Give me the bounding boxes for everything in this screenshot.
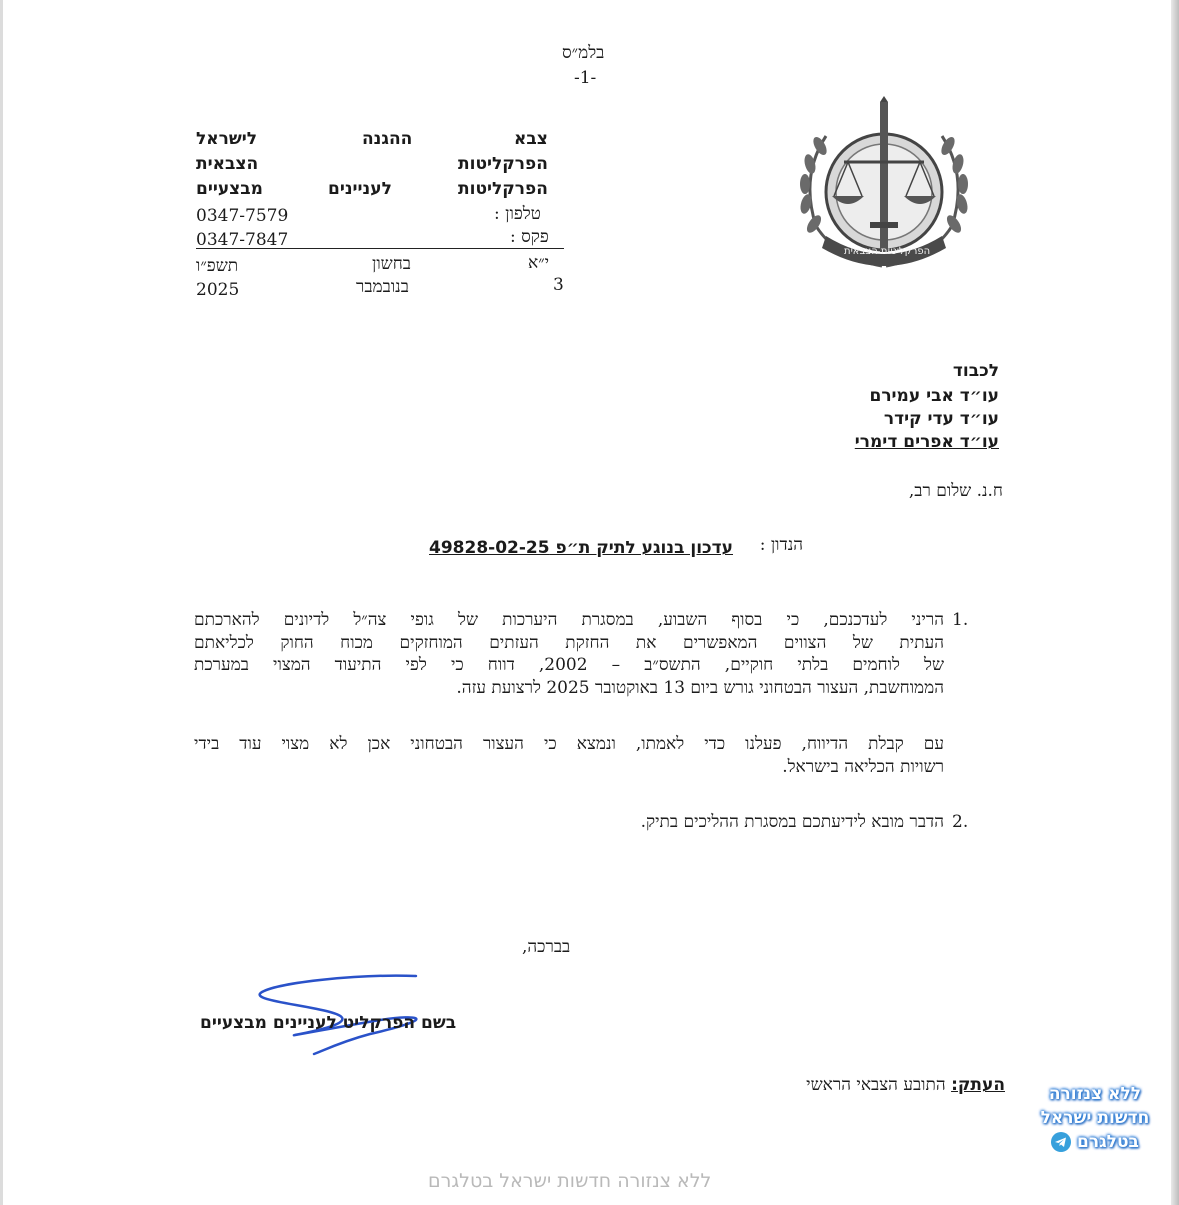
recipients-title: לכבוד [952, 361, 999, 381]
closing: בברכה, [522, 937, 571, 957]
subject-text: עדכון בנוגע לתיק ת״פ 49828-02-25 [429, 538, 733, 558]
letterhead-left-3: מבצעיים [196, 179, 263, 199]
letterhead-right-2: הפרקליטות [458, 154, 548, 174]
hebrew-day: י״א [528, 253, 550, 273]
letterhead-mid-2: לעניינים [328, 179, 392, 199]
telegram-plane-icon [1051, 1132, 1071, 1152]
letterhead-rule [196, 248, 564, 249]
page-edge-right [1171, 0, 1179, 1205]
subject-label: הנדון : [759, 535, 803, 555]
paragraph-1-line-1: הריני לעדכנכם, כי בסוף השבוע, במסגרת היערכות של גופי צה״ל לדיונים להארכתם [194, 610, 944, 630]
gregorian-month: בנובמבר [356, 277, 409, 297]
bottom-watermark: ללא צנזורה חדשות ישראל בטלגרם [428, 1170, 712, 1192]
phone-label: טלפון : [494, 204, 541, 224]
recipient-name-1: עו״ד אבי עמירם [869, 386, 999, 406]
page-edge-left [0, 0, 3, 1205]
recipient-name-2: עו״ד עדי קידר [883, 409, 999, 429]
gregorian-day: 3 [553, 275, 564, 295]
letterhead-right-1: צבא [514, 129, 548, 149]
signature-title: בשם הפרקליט לעניינים מבצעיים [200, 1013, 457, 1033]
gregorian-year: 2025 [196, 280, 240, 300]
classification-label: בלמ״ס [562, 43, 605, 63]
copy-label: העתק: [951, 1075, 1005, 1095]
watermark-line-3-text: בטלגרם [1077, 1132, 1139, 1152]
hebrew-year: תשפ״ו [196, 256, 239, 276]
paragraph-1-line-3: של לוחמים בלתי חוקיים, התשס״ב – 2002, דווח כי לפי התיעוד המצוי במערכת [194, 655, 944, 675]
paragraph-number-1: 1. [952, 610, 969, 630]
fax-label: פקס : [510, 227, 549, 247]
watermark-line-2: חדשות ישראל [1040, 1108, 1150, 1128]
letterhead-right-3: הפרקליטות [458, 179, 548, 199]
paragraph-1b-line-1: עם קבלת הדיווח, פעלנו כדי לאמתו, ונמצא כי העצור הבטחוני אכן לא מצוי עוד בידי [194, 734, 944, 754]
copy-line [806, 1074, 1005, 1096]
paragraph-1-line-2: העתית של הצווים המאפשרים את החזקת העזתים המוחזקים מכוח החוק לכליאתם [194, 632, 944, 653]
letterhead-left-2: הצבאית [196, 154, 259, 174]
watermark-line-3 [1022, 1130, 1168, 1154]
paragraph-1-line-4: הממוחשבת, העצור הבטחוני גורש ביום 13 באוקטובר 2025 לרצועת עזה. [456, 677, 944, 698]
copy-recipient: התובע הצבאי הראשי [806, 1075, 946, 1095]
letterhead-mid-1: ההגנה [362, 129, 413, 149]
channel-watermark-badge [1022, 1082, 1168, 1154]
paragraph-1b-line-2: רשויות הכליאה בישראל. [782, 756, 944, 777]
paragraph-number-2: 2. [952, 812, 969, 832]
hebrew-month: בחשון [372, 254, 411, 274]
paragraph-1b [194, 733, 944, 778]
greeting: ח.נ. שלום רב, [908, 481, 1003, 501]
recipient-name-3: עו״ד אפרים דימרי [854, 432, 999, 452]
paragraph-2 [194, 811, 944, 834]
paragraph-1 [194, 609, 944, 699]
telegram-icon [1051, 1132, 1071, 1152]
paragraph-2-line-1: הדבר מובא לידיעתכם במסגרת ההליכים בתיק. [640, 812, 944, 832]
military-advocate-emblem [786, 96, 982, 272]
letterhead-left-1: לישראל [196, 129, 258, 149]
fax-number: 0347-7847 [196, 230, 289, 250]
page-number: -1- [574, 68, 597, 88]
emblem-ribbon-text: הפרקליטות הצבאית [844, 246, 931, 257]
watermark-line-1: ללא צנזורה [1048, 1084, 1142, 1104]
phone-number: 0347-7579 [196, 206, 289, 226]
